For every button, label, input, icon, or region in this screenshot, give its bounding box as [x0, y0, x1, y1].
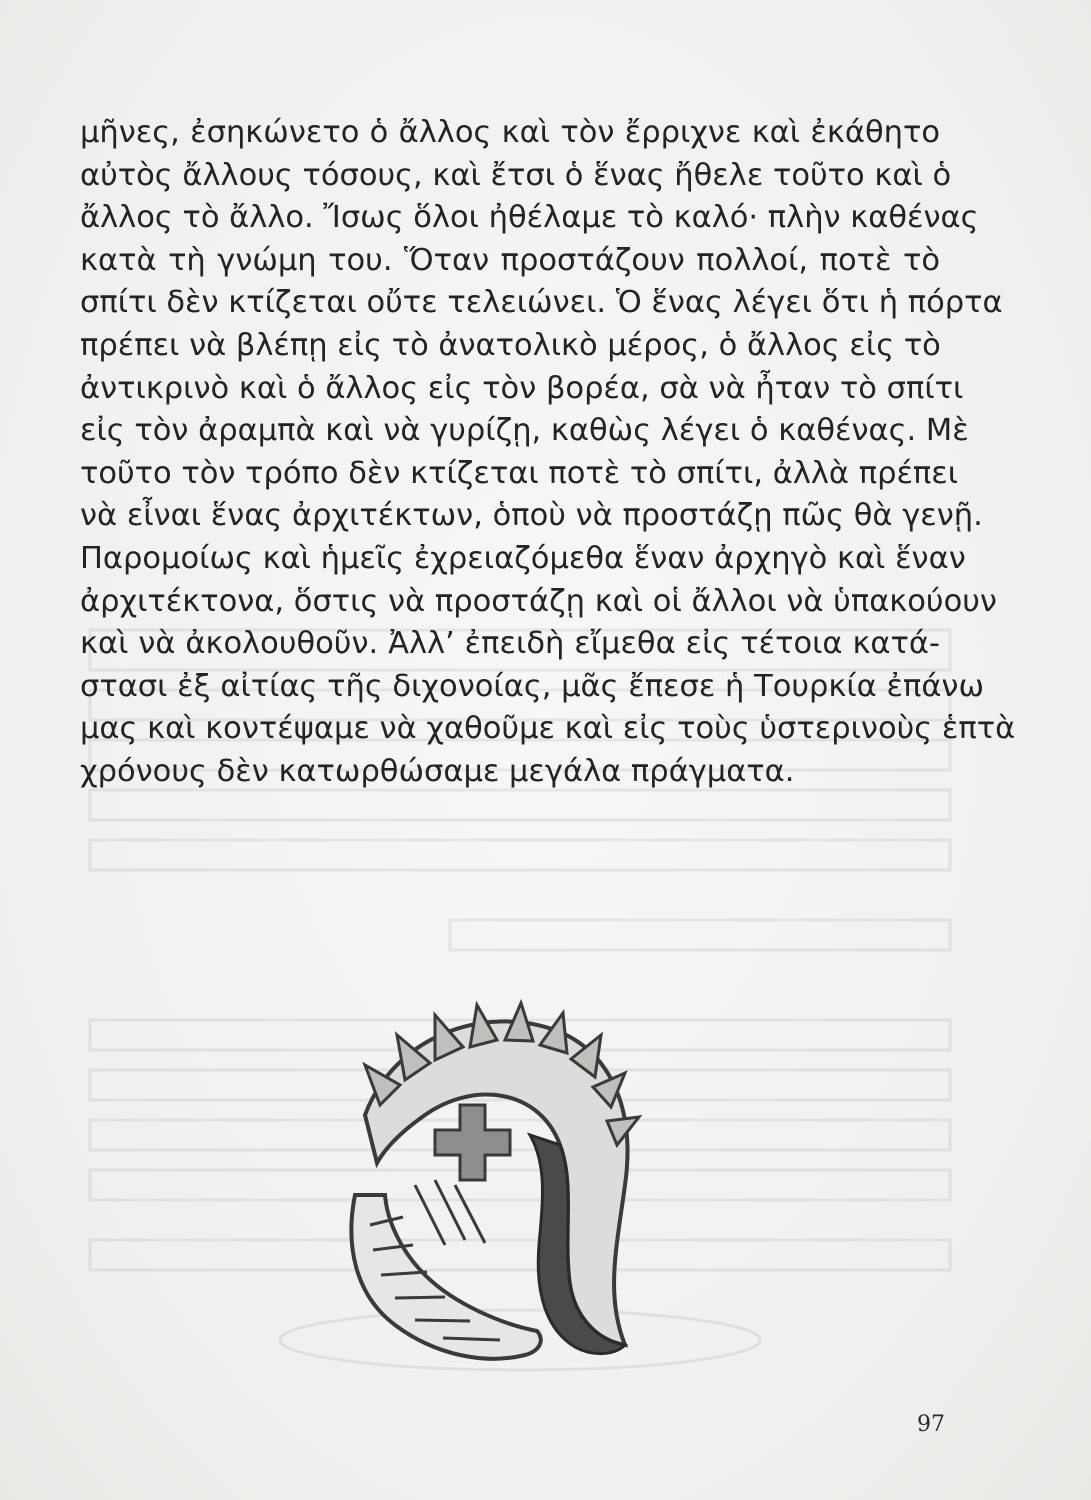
text-line: ἀρχιτέκτονα, ὅστις νὰ προστάζῃ καὶ οἱ ἄλλοι νὰ ὑπακούουν: [80, 583, 997, 619]
text-line: αὐτὸς ἄλλους τόσους, καὶ ἔτσι ὁ ἕνας ἤθελε τοῦτο καὶ ὁ: [80, 157, 952, 193]
text-line: χρόνους δὲν κατωρθώσαμε μεγάλα πράγματα.: [80, 753, 795, 789]
text-line: ἄλλος τὸ ἄλλο. Ἴσως ὅλοι ἠθέλαμε τὸ καλό· πλὴν καθένας: [80, 200, 979, 236]
text-line: σπίτι δὲν κτίζεται οὔτε τελειώνει. Ὁ ἕνας λέγει ὅτι ἡ πόρτα: [80, 285, 1003, 321]
text-line: ἀντικρινὸ καὶ ὁ ἄλλος εἰς τὸν βορέα, σὰ νὰ ἦταν τὸ σπίτι: [80, 370, 964, 406]
text-line: μῆνες, ἐσηκώνετο ὁ ἄλλος καὶ τὸν ἔρριχνε καὶ ἐκάθητο: [80, 115, 940, 150]
page-number: 97: [917, 1412, 945, 1437]
text-line: μας καὶ κοντέψαμε νὰ χαθοῦμε καὶ εἰς τοὺς ὑστερινοὺς ἑπτὰ: [80, 711, 1016, 747]
text-line: κατὰ τὴ γνώμη του. Ὅταν προστάζουν πολλοί, ποτὲ τὸ: [80, 242, 940, 278]
body-text: [80, 112, 1016, 794]
text-line: στασι ἐξ αἰτίας τῆς διχονοίας, μᾶς ἔπεσε ἡ Τουρκία ἐπάνω: [80, 668, 985, 704]
spartan-helmet-icon: [325, 995, 655, 1385]
text-line: πρέπει νὰ βλέπῃ εἰς τὸ ἀνατολικὸ μέρος, ὁ ἄλλος εἰς τὸ: [80, 327, 941, 363]
text-line: εἰς τὸν ἀραμπὰ καὶ νὰ γυρίζῃ, καθὼς λέγει ὁ καθένας. Μὲ: [80, 413, 969, 449]
text-line: νὰ εἶναι ἕνας ἀρχιτέκτων, ὁποὺ νὰ προστάζῃ πῶς θὰ γενῇ.: [80, 498, 983, 534]
text-line: Παρομοίως καὶ ἡμεῖς ἐχρειαζόμεθα ἕναν ἀρχηγὸ καὶ ἕναν: [80, 540, 966, 576]
text-line: τοῦτο τὸν τρόπο δὲν κτίζεται ποτὲ τὸ σπίτι, ἀλλὰ πρέπει: [80, 455, 959, 491]
text-line: καὶ νὰ ἀκολουθοῦν. Ἀλλ’ ἐπειδὴ εἴμεθα εἰς τέτοια κατά-: [80, 626, 940, 662]
